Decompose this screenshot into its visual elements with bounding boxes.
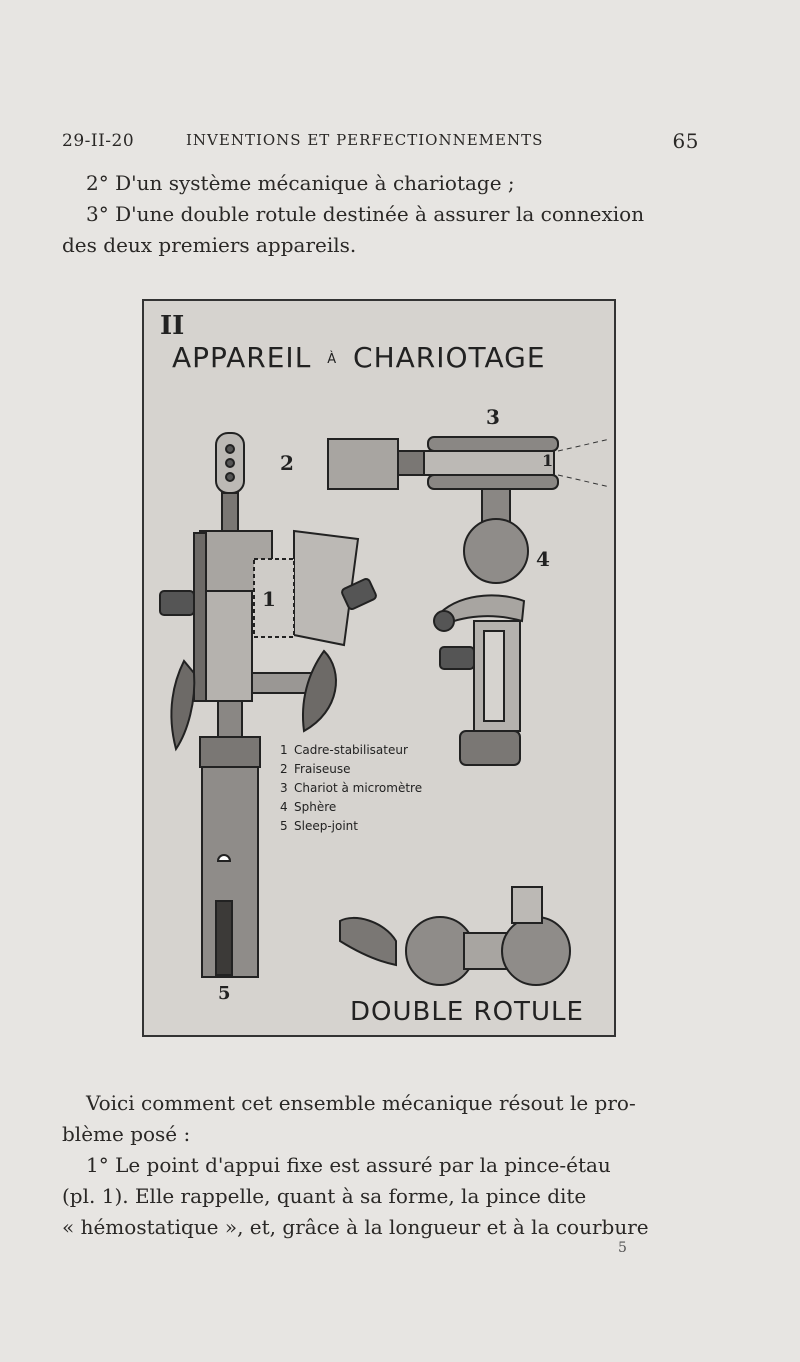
running-header [62, 131, 702, 157]
intro-line: des deux premiers appareils. [62, 233, 357, 257]
signature-mark: 5 [618, 1240, 627, 1256]
legend-item: 5 Sleep-joint [280, 819, 358, 833]
body-line: 1° Le point d'appui fixe est assuré par la pince-étau [86, 1153, 611, 1177]
figure-title-small: À [327, 351, 338, 367]
legend-item: 3 Chariot à micromètre [280, 781, 423, 795]
figure-title-left: APPAREIL [172, 341, 312, 374]
legend-item: 2 Fraiseuse [280, 762, 351, 776]
body-line: (pl. 1). Elle rappelle, quant à sa forme, la pince dite [62, 1184, 587, 1208]
callout-4: 4 [536, 547, 550, 571]
figure-plate [142, 299, 616, 1037]
figure-bottom-title: DOUBLE ROTULE [350, 997, 584, 1027]
callout-3: 3 [486, 405, 500, 429]
body-line: blème posé : [62, 1122, 191, 1146]
figure-title-right: CHARIOTAGE [353, 341, 546, 374]
intro-text [62, 168, 698, 261]
figure-number: II [160, 311, 185, 341]
body-line: « hémostatique », et, grâce à la longueur et à la courbure [62, 1215, 649, 1239]
legend-item: 4 Sphère [280, 800, 337, 814]
intro-line: 3° D'une double rotule destinée à assurer la connexion [86, 202, 645, 226]
intro-line: 2° D'un système mécanique à chariotage ; [86, 171, 515, 195]
figure-title [172, 341, 546, 374]
callout-1b: 1 [542, 451, 554, 470]
figure-legend [280, 741, 422, 836]
header-date: 29-II-20 [62, 131, 135, 151]
apparatus-illustration [144, 301, 614, 1035]
body-line: Voici comment cet ensemble mécanique résout le pro- [86, 1091, 636, 1115]
callout-1: 1 [262, 587, 276, 611]
page-number: 65 [672, 129, 699, 153]
header-title: INVENTIONS ET PERFECTIONNEMENTS [186, 131, 544, 149]
legend-item: 1 Cadre-stabilisateur [280, 743, 408, 757]
callout-5: 5 [218, 983, 231, 1004]
callout-2: 2 [280, 451, 294, 475]
body-text [62, 1088, 698, 1243]
